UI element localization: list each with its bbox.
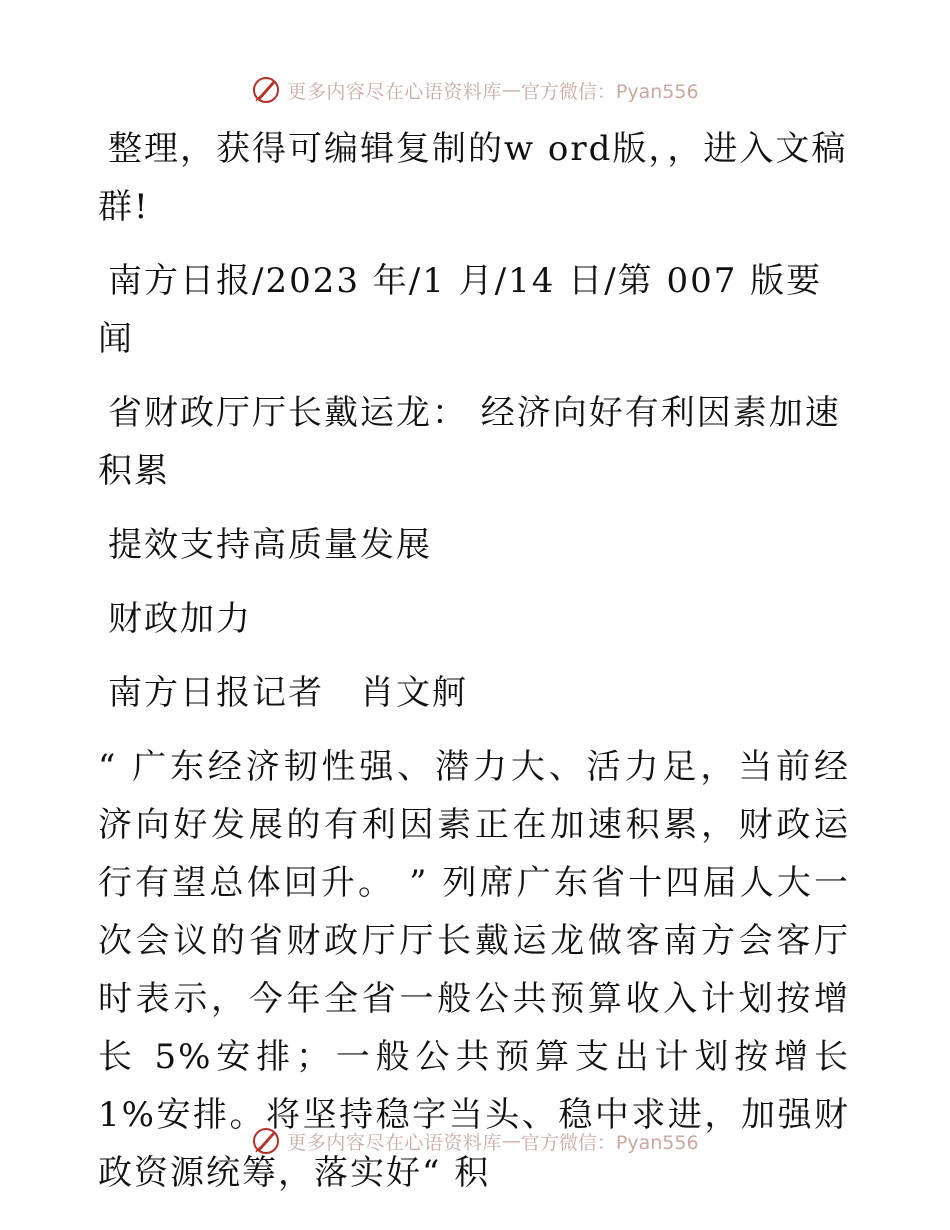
banner-wechat: 官方微信：Pyan556 <box>520 80 699 103</box>
paragraph-intro: 整理，获得可编辑复制的w ord版，，进入文稿群! <box>98 129 848 227</box>
banner-slogan: 更多内容尽在心语资料库 <box>287 1131 502 1154</box>
quill-logo-icon <box>251 75 281 105</box>
banner-separator: — <box>501 1130 521 1152</box>
footer-watermark-banner <box>0 1121 950 1161</box>
header-watermark-banner <box>0 70 950 110</box>
paragraph-source: 南方日报/2023 年/1 月/14 日/第 007 版要闻 <box>98 261 823 359</box>
quill-logo-icon <box>251 1126 281 1156</box>
banner-separator: — <box>501 79 521 101</box>
document-body <box>98 120 850 1202</box>
paragraph-byline: 南方日报记者 肖文舸 <box>108 673 468 713</box>
paragraph-subheadline: 提效支持高质量发展 <box>108 525 432 565</box>
paragraph-article-body: “ 广东经济韧性强、潜力大、活力足，当前经济向好发展的有利因素正在加速积累，财政运行有望总体回升。 ” 列席广东省十四届人大一次会议的省财政厅厅长戴运龙做客南方会客厅时表示，今年全省一般公共预算收入计划按增长 5%安排；一般公共预算支出计划按增长 1%安排。将坚持稳字当头、稳中求进，加强财政资源统筹，落实好“ 积 <box>98 747 850 1193</box>
banner-slogan: 更多内容尽在心语资料库 <box>287 80 502 103</box>
paragraph-headline: 省财政厅厅长戴运龙： 经济向好有利因素加速积累 <box>98 393 841 491</box>
banner-wechat: 官方微信：Pyan556 <box>520 1131 699 1154</box>
paragraph-kicker: 财政加力 <box>108 599 252 639</box>
